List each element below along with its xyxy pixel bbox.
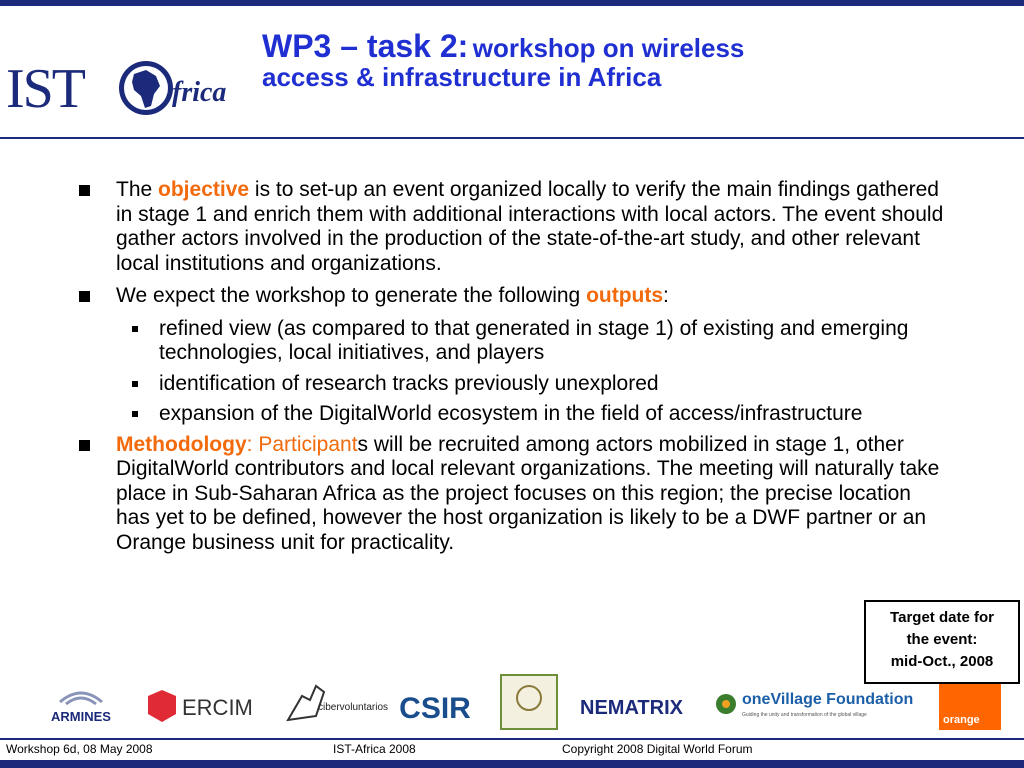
bullet-text: is to set-up an event organized locally to verify the main findings gathered in stage 1 and enrich them with additional interactions with local actors. The event should gather actors involved in the production of the state-of-the-art study, and other relevant local institutions and organizations.	[116, 178, 944, 275]
participant-text: Participant	[258, 432, 358, 456]
top-bar	[0, 0, 1024, 6]
bullet-text: :	[663, 284, 669, 307]
square-bullet-icon	[79, 185, 90, 196]
sub-bullet-text: refined view (as compared to that generated in stage 1) of existing and emerging technologies, local initiatives, and players	[159, 316, 909, 364]
ercim-logo	[146, 688, 256, 724]
title-sub-line1: workshop on wireless	[472, 33, 745, 63]
armines-logo	[40, 680, 122, 726]
sub-bullet-text: identification of research tracks previously unexplored	[159, 371, 659, 395]
objective-keyword: objective	[158, 178, 250, 201]
bullet-methodology	[76, 433, 946, 556]
logo-text: IST	[6, 58, 84, 120]
armines-label: ARMINES	[51, 709, 111, 724]
sub-bullet-item	[76, 372, 946, 397]
target-date-line2: the event:	[906, 631, 978, 648]
sub-bullet-item	[76, 317, 946, 366]
bullet-text: s will be recruited among actors mobilized in stage 1, other DigitalWorld contributors and local relevant organizations. The meeting will naturally take place in Sub-Saharan Africa as the project focuses on this region; the precise location has yet to be defined, however the host organization is likely to be a DWF partner or an Orange business unit for practicality.	[116, 432, 940, 554]
methodology-keyword: Methodology	[116, 432, 247, 456]
footer-divider	[0, 738, 1024, 740]
small-square-bullet-icon	[132, 411, 138, 417]
footer-left: Workshop 6d, 08 May 2008	[6, 742, 153, 756]
kk-logo	[500, 674, 558, 730]
bullet-text: The	[116, 178, 159, 201]
sub-bullet-item	[76, 402, 946, 427]
square-bullet-icon	[79, 440, 90, 451]
title-main: WP3 – task 2:	[262, 28, 469, 64]
nematrix-logo	[578, 692, 700, 722]
target-date-line3: mid-Oct., 2008	[890, 653, 994, 670]
onevillage-tagline: Guiding the unity and transformation of the global village	[742, 712, 867, 718]
bottom-bar	[0, 760, 1024, 768]
ist-africa-logo	[6, 52, 242, 122]
cibervoluntarios-label: cibervoluntarios	[318, 702, 389, 713]
bullet-objective	[76, 178, 946, 276]
bullet-text: We expect the workshop to generate the following	[116, 284, 587, 307]
bullet-outputs	[76, 284, 946, 309]
nematrix-label: NEMATRIX	[580, 697, 683, 719]
title-divider	[0, 137, 1024, 139]
outputs-keyword: outputs	[586, 284, 664, 307]
onevillage-logo	[712, 684, 918, 724]
ercim-label: ERCIM	[182, 695, 253, 720]
target-date-box	[864, 600, 1020, 684]
methodology-colon: :	[246, 432, 259, 456]
slide-title	[262, 30, 1002, 91]
cibervoluntarios-logo	[280, 676, 389, 730]
small-square-bullet-icon	[132, 381, 138, 387]
onevillage-label: oneVillage Foundation	[742, 691, 914, 708]
target-date-line1: Target date for	[890, 609, 994, 626]
slide-content	[76, 178, 946, 563]
square-bullet-icon	[79, 291, 90, 302]
footer-center: IST-Africa 2008	[333, 742, 416, 756]
title-sub-line2: access & infrastructure in Africa	[262, 61, 662, 92]
sub-bullet-text: expansion of the DigitalWorld ecosystem in the field of access/infrastructure	[159, 402, 863, 425]
csir-label: CSIR	[399, 692, 471, 725]
orange-label: orange	[943, 714, 980, 726]
csir-logo	[400, 686, 470, 726]
footer-right: Copyright 2008 Digital World Forum	[562, 742, 753, 756]
logo-suffix: frica	[172, 77, 227, 108]
small-square-bullet-icon	[132, 326, 138, 332]
